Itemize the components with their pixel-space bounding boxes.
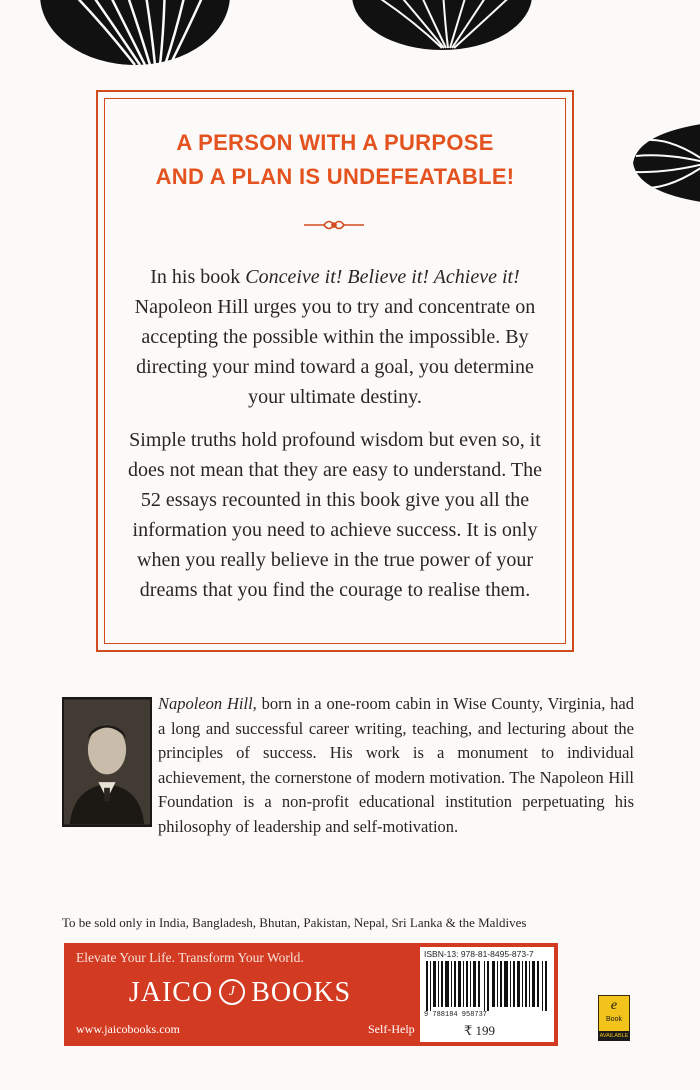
author-name: Napoleon Hill, bbox=[158, 694, 257, 713]
author-bio-text: born in a one-room cabin in Wise County, Virginia, had a long and successful career writing, teaching, and lecturing about the principles of success. His work is a monument to individual achievement, the cornerstone of modern motivation. The Napoleon Hill Foundation is a non-profit educational institution perpetuating his philosophy of leadership and self-motivation. bbox=[158, 694, 634, 836]
barcode-number: 9 788184 958737 bbox=[424, 1011, 488, 1019]
sale-restriction-note: To be sold only in India, Bangladesh, Bhutan, Pakistan, Nepal, Sri Lanka & the Maldives bbox=[62, 915, 527, 930]
publisher-brand bbox=[64, 977, 416, 1009]
blurb-frame bbox=[96, 90, 574, 652]
publisher-url[interactable]: www.jaicobooks.com bbox=[76, 1022, 180, 1036]
para1-intro: In his book bbox=[150, 266, 246, 288]
book-title: Conceive it! Believe it! Achieve it! bbox=[245, 266, 520, 288]
barcode-icon bbox=[424, 961, 550, 1011]
publisher-banner bbox=[64, 943, 558, 1046]
headline bbox=[98, 126, 572, 194]
isbn-number: ISBN-13: 978-81-8495-873-7 bbox=[424, 949, 534, 959]
author-bio bbox=[62, 692, 634, 840]
flourish-ornament bbox=[302, 216, 366, 234]
decorative-leaf-left bbox=[40, 0, 230, 70]
isbn-panel bbox=[420, 947, 554, 1042]
ebook-word: Book bbox=[606, 1016, 622, 1023]
book-category: Self-Help bbox=[368, 1022, 415, 1036]
ebook-letter: e bbox=[610, 998, 618, 1013]
publisher-tagline: Elevate Your Life. Transform Your World. bbox=[76, 950, 304, 965]
ebook-available-label: AVAILABLE bbox=[599, 1033, 629, 1039]
brand-left: JAICO bbox=[128, 977, 214, 1008]
ebook-available-badge bbox=[598, 995, 630, 1041]
blurb-paragraph-2: Simple truths hold profound wisdom but even so, it does not mean that they are easy to understand. The 52 essays recounted in this book give you all the information you need to achieve success. It is only when you really believe in the true power of your dreams that you find the courage to realise them. bbox=[128, 429, 542, 601]
jaico-logo-icon: J bbox=[219, 979, 245, 1005]
decorative-leaf-side bbox=[628, 118, 700, 208]
headline-line-1: A PERSON WITH A PURPOSE bbox=[176, 130, 494, 155]
decorative-leaf-right bbox=[352, 0, 532, 50]
para1-rest: Napoleon Hill urges you to try and concentrate on accepting the possible within the impossible. By directing your mind toward a goal, you determine your ultimate destiny. bbox=[134, 296, 536, 408]
brand-right: BOOKS bbox=[251, 977, 352, 1008]
price: ₹ 199 bbox=[464, 1023, 496, 1038]
headline-line-2: AND A PLAN IS UNDEFEATABLE! bbox=[155, 164, 515, 189]
blurb-paragraph-1 bbox=[118, 262, 552, 412]
